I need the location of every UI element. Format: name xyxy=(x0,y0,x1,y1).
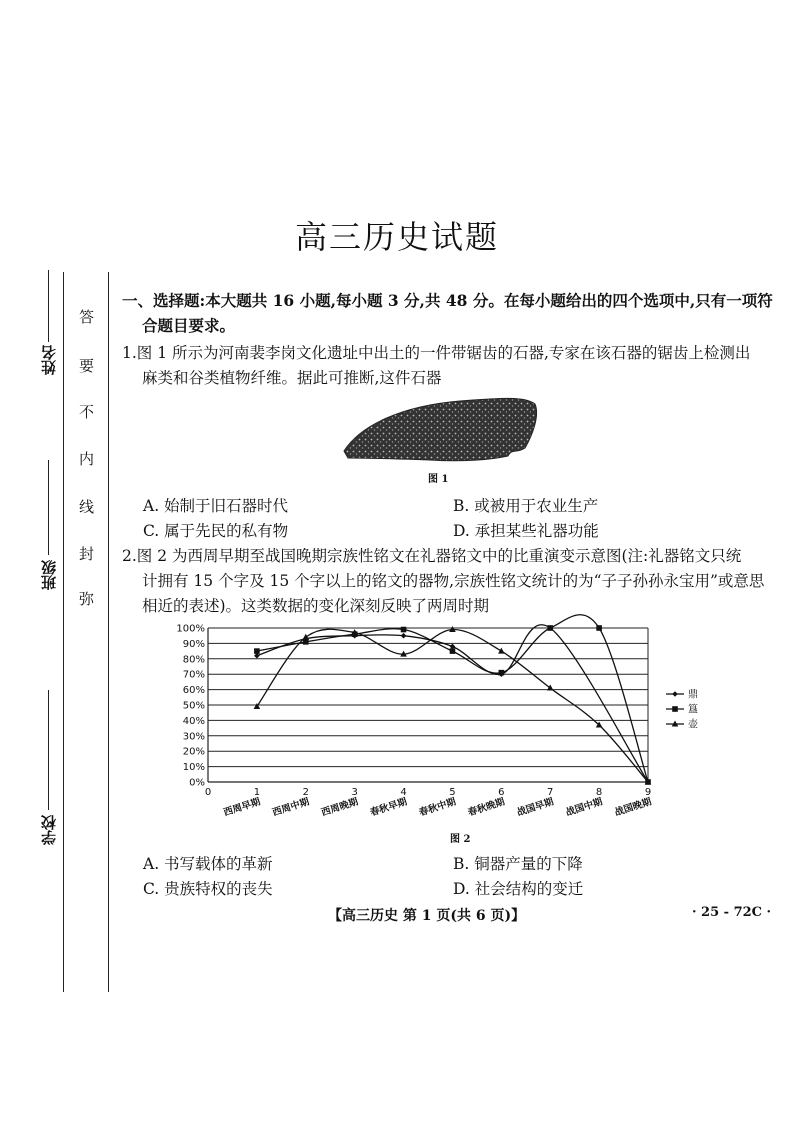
chart-grid xyxy=(208,628,648,782)
q1-option-c: C. 属于先民的私有物 xyxy=(143,522,289,540)
figure-2-label: 图 2 xyxy=(450,834,471,845)
x-category-label: 春秋中期 xyxy=(417,796,458,819)
x-tick-number: 3 xyxy=(351,787,358,798)
chart-series xyxy=(254,615,652,785)
seal-char: 不 xyxy=(79,403,95,421)
legend-label: 鼎 xyxy=(688,689,698,701)
figure-1-label: 图 1 xyxy=(428,474,449,485)
y-tick-label: 90% xyxy=(182,638,205,650)
x-tick-number: 8 xyxy=(595,787,603,798)
paper-code: · 25 - 72C · xyxy=(692,905,772,920)
x-tick-number: 5 xyxy=(449,787,456,798)
q2-option-b: B. 铜器产量的下降 xyxy=(453,855,583,873)
point-square-marker xyxy=(450,648,456,654)
q2-option-c: C. 贵族特权的丧失 xyxy=(143,880,273,898)
q2-stem: 2.图 2 为西周早期至战国晚期宗族性铭文在礼器铭文中的比重演变示意图(注:礼器铭文只统 xyxy=(122,547,742,565)
chart-y-ticks xyxy=(176,624,205,789)
point-square-marker xyxy=(596,625,602,631)
y-tick-label: 40% xyxy=(182,715,205,727)
point-triangle-marker xyxy=(498,648,505,654)
q1-stem: 1.图 1 所示为河南裴李岗文化遗址中出土的一件带锯齿的石器,专家在该石器的锯齿上检测出 xyxy=(122,344,751,362)
q1-option-d: D. 承担某些礼器功能 xyxy=(453,522,599,540)
stone-tool-figure xyxy=(340,396,540,468)
school-blank-line xyxy=(48,690,49,810)
y-tick-label: 30% xyxy=(182,731,205,743)
q1-option-a: A. 始制于旧石器时代 xyxy=(143,497,289,515)
point-square-marker xyxy=(303,639,309,645)
seal-char: 封 xyxy=(79,545,95,563)
x-tick-number: 1 xyxy=(253,787,261,798)
y-tick-label: 100% xyxy=(176,623,205,635)
q2-stem-cont2: 相近的表述)。这类数据的变化深刻反映了两周时期 xyxy=(142,597,490,615)
q2-option-a: A. 书写载体的革新 xyxy=(143,855,273,873)
point-square-marker xyxy=(499,670,505,676)
x-category-label: 春秋早期 xyxy=(368,796,409,819)
y-tick-label: 0% xyxy=(189,777,205,789)
margin-rule-inner xyxy=(108,272,109,992)
seal-char: 弥 xyxy=(79,590,95,608)
y-tick-label: 50% xyxy=(182,700,205,712)
point-square-marker xyxy=(401,627,407,633)
seal-char: 线 xyxy=(79,498,95,516)
x-category-label: 西周中期 xyxy=(271,796,311,819)
y-tick-label: 70% xyxy=(182,669,205,681)
x-tick-number: 0 xyxy=(204,787,212,798)
figure-2-chart xyxy=(176,618,728,848)
chart-x-numbers xyxy=(205,787,651,798)
x-tick-number: 6 xyxy=(498,787,505,798)
x-tick-number: 4 xyxy=(400,787,407,798)
y-tick-label: 80% xyxy=(182,654,205,666)
point-triangle-marker xyxy=(547,685,554,691)
name-blank-line xyxy=(48,270,49,342)
x-tick-number: 2 xyxy=(302,787,309,798)
page-title: 高三历史试题 xyxy=(294,218,499,256)
legend-label: 壶 xyxy=(688,719,698,731)
point-square-marker xyxy=(254,648,260,654)
y-tick-label: 10% xyxy=(182,762,205,774)
x-tick-number: 7 xyxy=(547,787,554,798)
class-blank-line xyxy=(48,460,49,555)
point-square-marker xyxy=(547,625,553,631)
x-category-label: 战国中期 xyxy=(564,796,605,819)
x-tick-number: 9 xyxy=(644,787,652,798)
series-line-square xyxy=(257,615,648,782)
x-category-label: 西周晚期 xyxy=(320,796,360,819)
class-label: 班级 xyxy=(40,560,58,590)
point-triangle-marker xyxy=(302,634,309,640)
q1-option-b: B. 或被用于农业生产 xyxy=(453,497,599,515)
legend-label: 簋 xyxy=(688,704,698,716)
x-category-label: 战国早期 xyxy=(515,796,556,819)
seal-char: 要 xyxy=(79,357,95,375)
q2-option-d: D. 社会结构的变迁 xyxy=(453,880,584,898)
x-category-label: 春秋晚期 xyxy=(466,796,507,819)
margin-rule-outer xyxy=(63,272,64,992)
seal-char: 内 xyxy=(79,450,95,468)
x-category-label: 战国晚期 xyxy=(613,796,653,819)
point-square-marker xyxy=(672,706,678,712)
page-footer: 【高三历史 第 1 页(共 6 页)】 xyxy=(328,908,526,924)
q1-stem-cont: 麻类和谷类植物纤维。据此可推断,这件石器 xyxy=(142,369,442,387)
q2-stem-cont: 计拥有 15 个字及 15 个字以上的铭文的器物,宗族性铭文统计的为“子子孙孙永宝用”或意思 xyxy=(142,572,765,590)
section-heading-cont: 合题目要求。 xyxy=(142,316,236,335)
point-diamond-marker xyxy=(672,691,678,697)
y-tick-label: 20% xyxy=(182,746,205,758)
chart-legend xyxy=(666,689,698,731)
x-category-label: 西周早期 xyxy=(222,796,262,819)
section-heading: 一、选择题:本大题共 16 小题,每小题 3 分,共 48 分。在每小题给出的四个选项中,只有一项符 xyxy=(122,291,773,310)
point-diamond-marker xyxy=(401,633,407,639)
y-tick-label: 60% xyxy=(182,685,205,697)
chart-x-categories xyxy=(222,795,653,818)
seal-char: 答 xyxy=(79,308,95,326)
school-label: 学校 xyxy=(40,815,58,845)
name-label: 姓名 xyxy=(40,345,58,375)
